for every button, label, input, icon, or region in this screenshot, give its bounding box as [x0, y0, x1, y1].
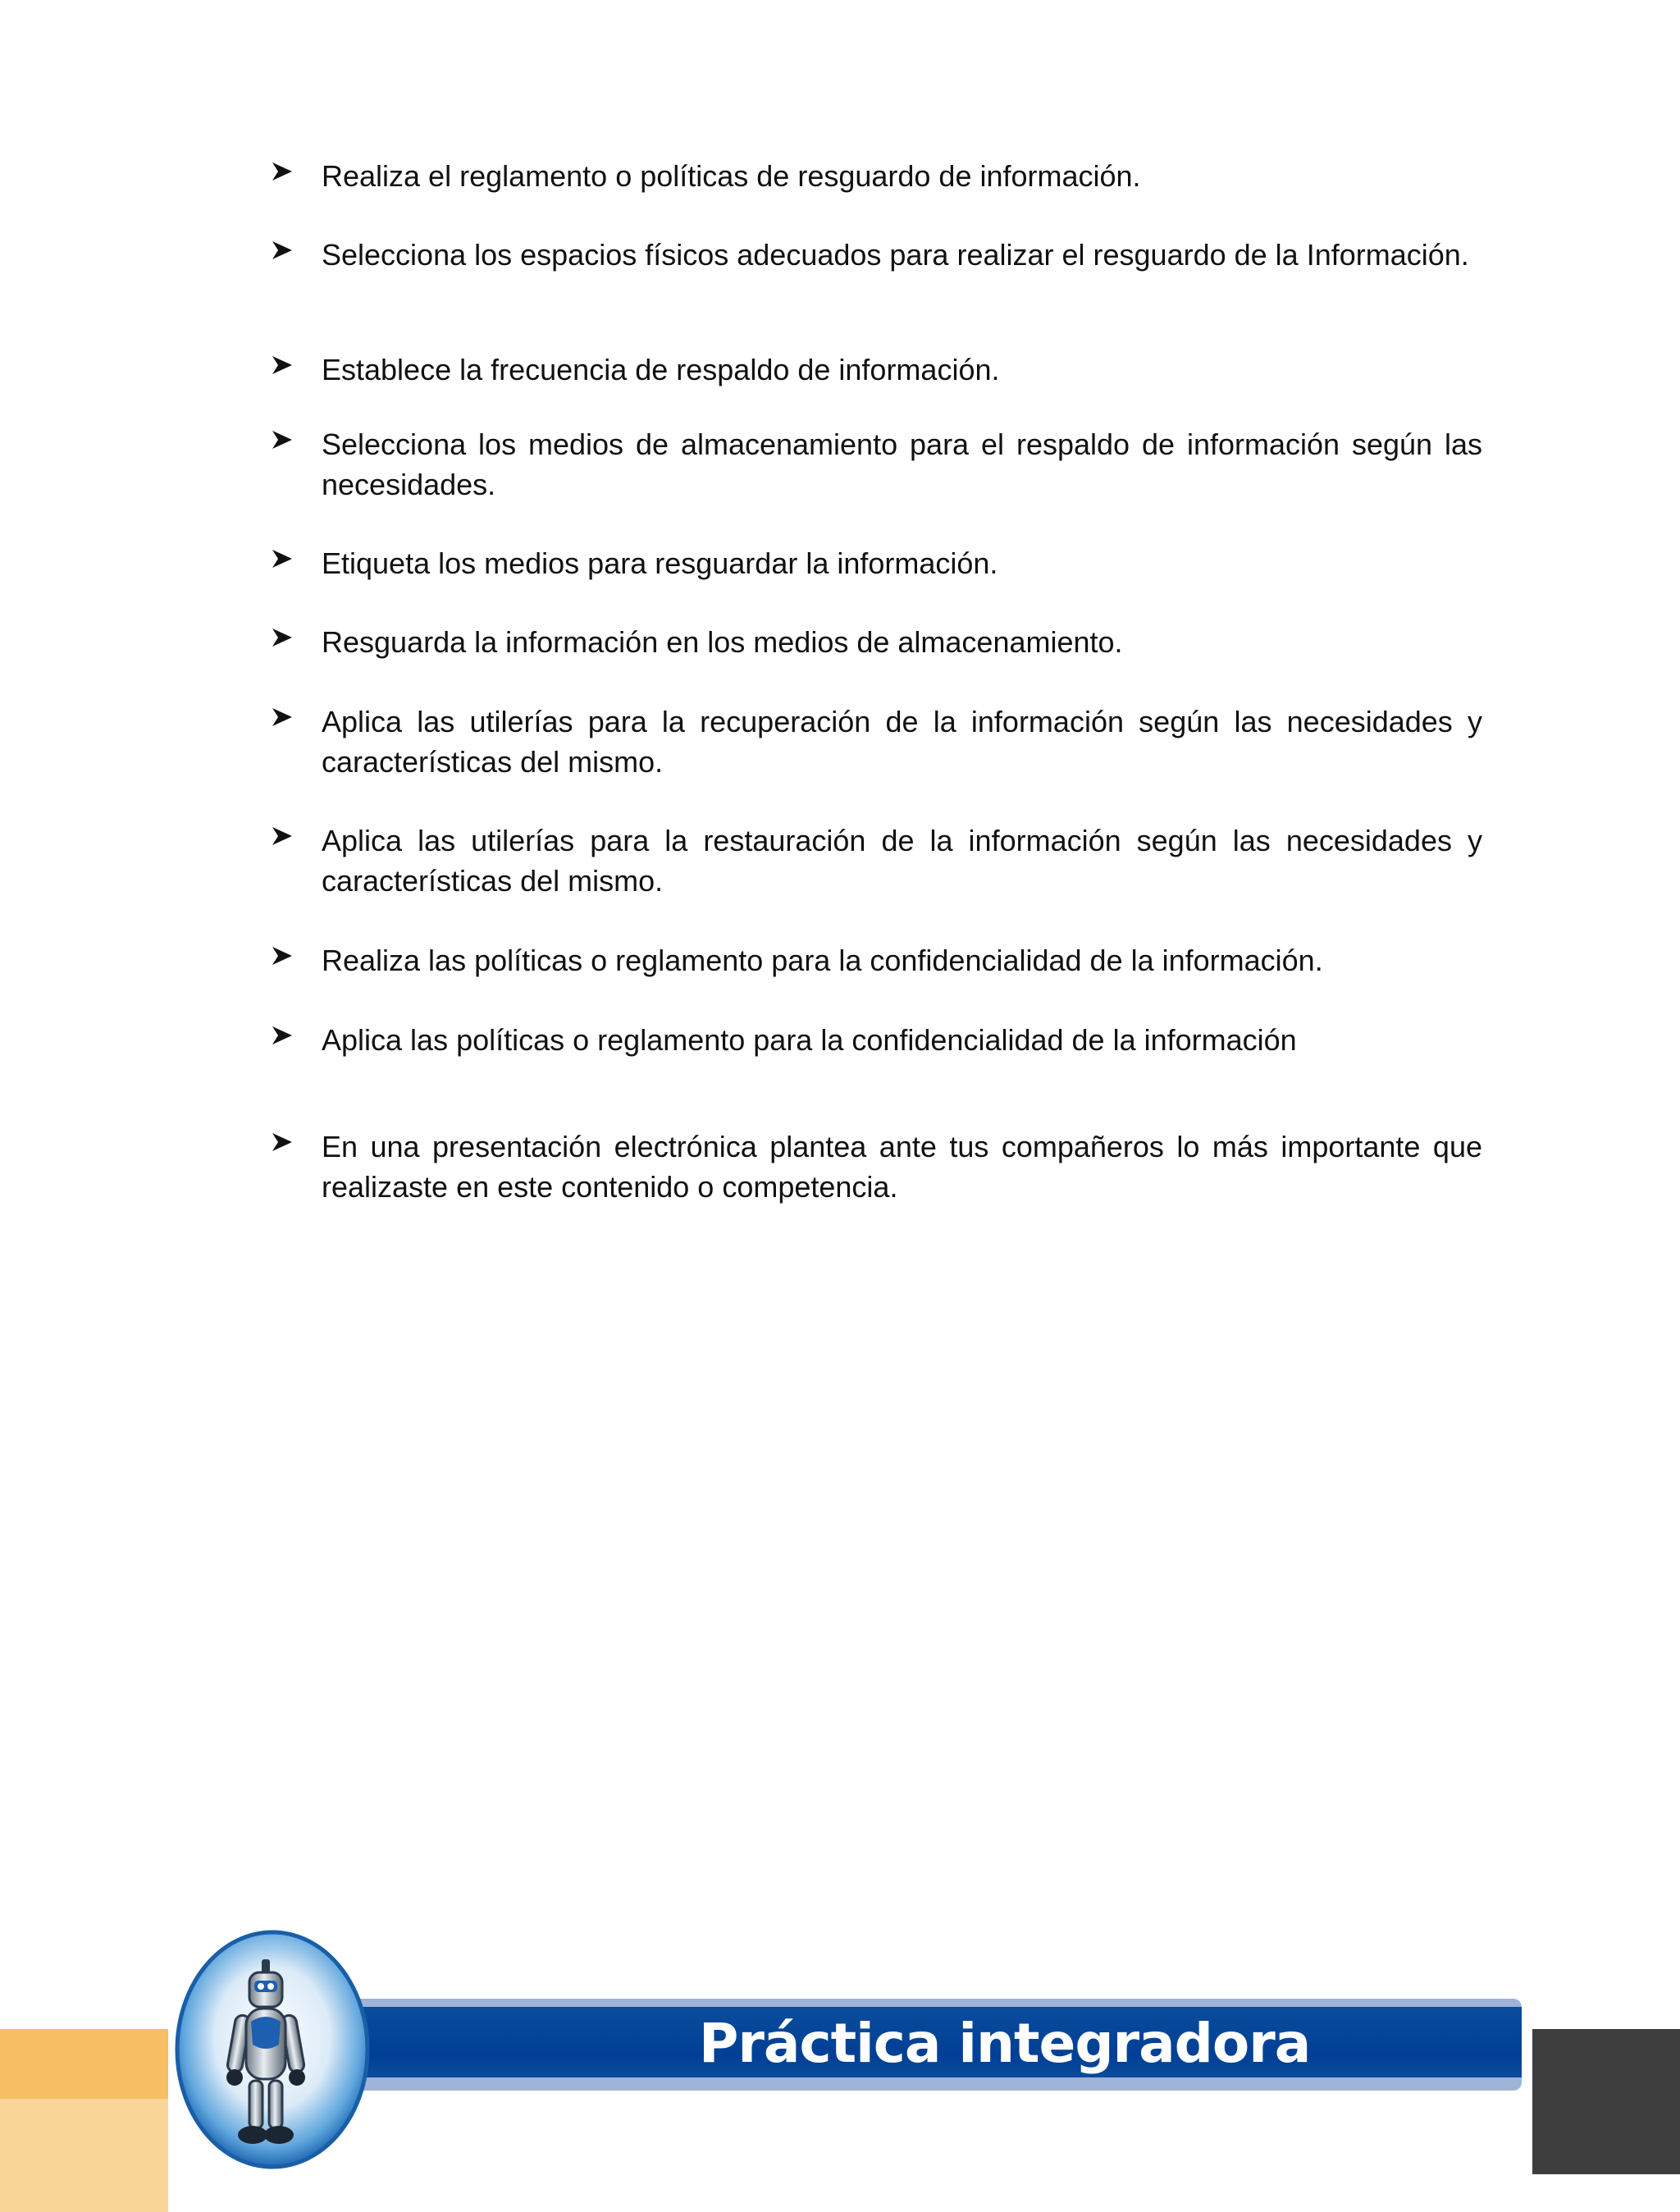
list-item-text: Establece la frecuencia de respaldo de información.	[322, 353, 1000, 386]
list-item-text: Selecciona los espacios físicos adecuados para realizar el resguardo de la Información.	[322, 238, 1469, 272]
footer-banner	[0, 1920, 1680, 2174]
arrowhead-bullet-icon	[272, 826, 293, 846]
arrowhead-bullet-icon	[272, 1132, 293, 1152]
arrowhead-bullet-icon	[272, 240, 293, 260]
gray-block	[1532, 2029, 1680, 2174]
arrowhead-bullet-icon	[272, 549, 293, 569]
arrowhead-bullet-icon	[272, 707, 293, 727]
list-item-text: Realiza las políticas o reglamento para la confidencialidad de la información.	[322, 944, 1323, 977]
arrowhead-bullet-icon	[272, 430, 293, 450]
arrowhead-bullet-icon	[272, 162, 293, 181]
list-item-text: Aplica las utilerías para la restauración de la información según las necesidades y características del mismo.	[322, 824, 1482, 898]
arrowhead-bullet-icon	[272, 628, 293, 647]
list-item-text: En una presentación electrónica plantea ante tus compañeros lo más importante que realizaste en este contenido o competencia.	[322, 1130, 1482, 1204]
list-item-text: Aplica las utilerías para la recuperación de la información según las necesidades y características del mismo.	[322, 705, 1482, 779]
orange-block	[0, 2029, 168, 2212]
arrowhead-bullet-icon	[272, 1026, 293, 1045]
arrowhead-bullet-icon	[272, 946, 293, 966]
list-item-text: Realiza el reglamento o políticas de resguardo de información.	[322, 159, 1141, 193]
list-item-text: Etiqueta los medios para resguardar la información.	[322, 546, 998, 580]
list-item-text: Aplica las políticas o reglamento para la confidencialidad de la información	[322, 1023, 1297, 1057]
list-item-text: Resguarda la información en los medios de almacenamiento.	[322, 625, 1123, 659]
arrowhead-bullet-icon	[272, 355, 293, 375]
banner-title: Práctica integradora	[699, 2012, 1311, 2075]
list-item-text: Selecciona los medios de almacenamiento para el respaldo de información según las necesidades.	[322, 427, 1482, 501]
robot-mascot-logo	[174, 1930, 371, 2169]
